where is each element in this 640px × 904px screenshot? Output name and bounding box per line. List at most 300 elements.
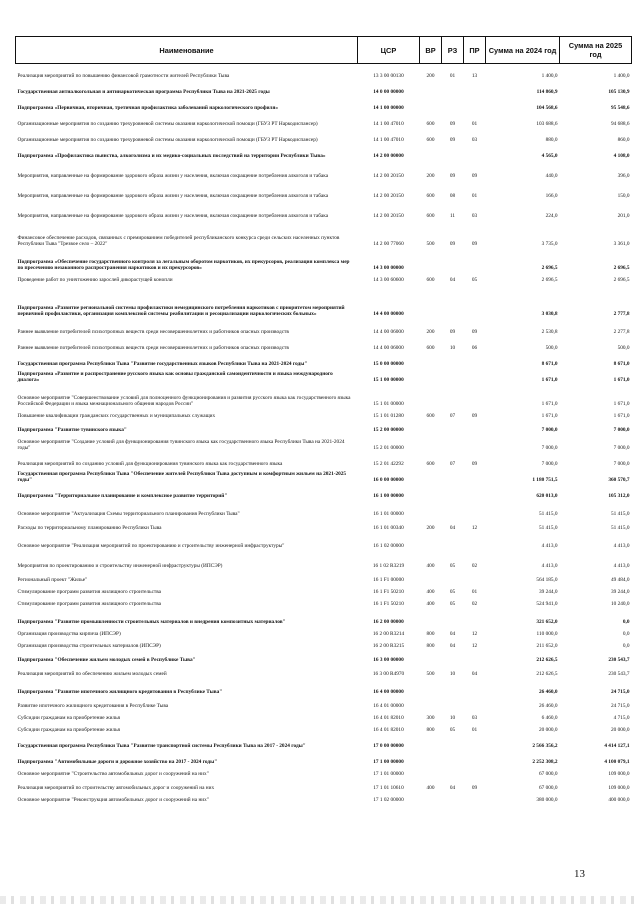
- row-csr: 16 2 00 R3215: [372, 643, 405, 650]
- row-rz: 10: [449, 345, 456, 352]
- row-sum-2025: 2 777,8: [613, 311, 630, 318]
- table-row: [16, 750, 632, 766]
- row-sum-2025: 49 484,0: [610, 577, 630, 584]
- row-name: Подпрограмма "Автомобильные дороги и дорожное хозяйство на 2017 - 2024 годы": [17, 759, 218, 766]
- row-sum-2024: 110 000,0: [536, 631, 558, 638]
- row-csr: 16 0 00 00000: [373, 477, 404, 484]
- row-vr: 600: [426, 193, 435, 200]
- row-vr: 500: [426, 241, 435, 248]
- row-sum-2024: 103 688,6: [536, 121, 558, 128]
- row-vr: 800: [426, 727, 435, 734]
- row-pr: 12: [471, 643, 478, 650]
- row-pr: 01: [471, 589, 478, 596]
- table-row: [16, 650, 632, 664]
- row-pr: 12: [471, 631, 478, 638]
- row-rz: [442, 678, 464, 696]
- row-vr: 600: [426, 137, 435, 144]
- row-csr: 16 1 F1 00000: [373, 577, 404, 584]
- row-pr: [464, 766, 486, 778]
- row-name: Мероприятия, направленные на формирование здорового образа жизни у населения, включая сокращение потребления алкоголя и табака: [17, 173, 329, 180]
- row-vr: 200: [426, 329, 435, 336]
- row-sum-2025: 105 130,9: [608, 89, 630, 96]
- row-rz: 04: [449, 643, 456, 650]
- row-vr: 400: [426, 785, 435, 792]
- row-sum-2025: 7 000,0: [613, 427, 630, 434]
- row-pr: [464, 368, 486, 384]
- row-pr: 03: [471, 137, 478, 144]
- row-name: Основное мероприятие "Совершенствование условий для полноценного функционирования и развития русского языка как государственного языка Российской Федерации и языка межнационального общения народов России": [17, 395, 351, 408]
- row-sum-2025: 2 696,5: [613, 277, 630, 284]
- table-row: [16, 734, 632, 750]
- row-sum-2024: 1 671,0: [541, 413, 558, 420]
- row-rz: [442, 766, 464, 778]
- row-sum-2024: 39 244,0: [538, 589, 558, 596]
- header-sum-2024: Сумма на 2024 год: [486, 37, 560, 64]
- row-sum-2025: 4 108,0: [613, 153, 630, 160]
- row-pr: 02: [471, 601, 478, 608]
- row-sum-2024: 211 652,0: [536, 643, 558, 650]
- row-sum-2025: 1 671,0: [613, 413, 630, 420]
- table-row: [16, 144, 632, 160]
- row-sum-2024: 104 568,6: [536, 105, 558, 112]
- row-name: Мероприятия, направленные на формирование здорового образа жизни у населения, включая сокращение потребления алкоголя и табака: [17, 193, 329, 200]
- table-row: [16, 80, 632, 96]
- table-row: [16, 284, 632, 318]
- row-pr: [464, 468, 486, 484]
- table-row: [16, 678, 632, 696]
- row-name: Подпрограмма «Профилактика пьянства, алкоголизма и их медико-социальных последствий на территории Республики Тыва»: [17, 153, 326, 160]
- row-name: Реализация мероприятий по обеспечению жильем молодых семей: [17, 671, 167, 678]
- row-rz: [442, 434, 464, 452]
- table-row: [16, 584, 632, 596]
- row-sum-2024: 2 696,5: [541, 265, 558, 272]
- row-sum-2024: 500,0: [545, 345, 558, 352]
- row-vr: 500: [426, 671, 435, 678]
- row-sum-2025: 396,0: [617, 173, 630, 180]
- row-sum-2024: 7 000,0: [541, 427, 558, 434]
- row-csr: 13 3 00 00130: [373, 73, 404, 80]
- row-csr: 15 1 01 00000: [373, 401, 404, 408]
- row-csr: 16 2 00 00000: [373, 619, 404, 626]
- row-sum-2024: 20 000,0: [538, 727, 558, 734]
- row-sum-2024: 4 413,0: [541, 543, 558, 550]
- row-sum-2025: 105 312,0: [608, 493, 630, 500]
- row-name: Субсидии гражданам на приобретение жилья: [17, 727, 120, 734]
- table-row: [16, 710, 632, 722]
- table-row: [16, 420, 632, 434]
- table-row: [16, 550, 632, 570]
- row-pr: 13: [471, 73, 478, 80]
- row-pr: [464, 696, 486, 710]
- row-sum-2024: 3 735,0: [541, 241, 558, 248]
- row-sum-2024: 7 000,0: [541, 445, 558, 452]
- row-rz: 04: [449, 277, 456, 284]
- row-name: Региональный проект "Жилье": [17, 577, 88, 584]
- row-sum-2025: 109 000,0: [608, 771, 630, 778]
- row-vr: [420, 792, 442, 804]
- row-pr: 09: [471, 329, 478, 336]
- row-pr: [464, 144, 486, 160]
- row-csr: 16 4 01 82010: [373, 715, 404, 722]
- row-sum-2025: 109 000,0: [608, 785, 630, 792]
- row-pr: 01: [471, 193, 478, 200]
- row-csr: 14 1 00 47010: [373, 121, 404, 128]
- row-sum-2024: 564 185,0: [536, 577, 558, 584]
- row-pr: 01: [471, 121, 478, 128]
- table-row: [16, 532, 632, 550]
- row-name: Реализация мероприятий по строительству автомобильных дорог и сооружений на них: [17, 785, 215, 792]
- row-rz: [442, 384, 464, 408]
- row-pr: [464, 570, 486, 584]
- row-sum-2025: 4 715,0: [613, 715, 630, 722]
- row-name: Реализация мероприятий по повышению финансовой грамотности жителей Республики Тыва: [17, 73, 230, 80]
- row-rz: [442, 144, 464, 160]
- table-row: [16, 766, 632, 778]
- table-row: [16, 248, 632, 272]
- budget-table: [15, 36, 632, 804]
- row-name: Расходы по территориальному планированию Республики Тыва: [17, 525, 162, 532]
- row-vr: [420, 284, 442, 318]
- row-sum-2025: 7 000,0: [613, 445, 630, 452]
- row-pr: 09: [471, 241, 478, 248]
- row-sum-2024: 620 013,0: [536, 493, 558, 500]
- row-vr: [420, 434, 442, 452]
- row-name: Подпрограмма «Обеспечение государственного контроля за легальным оборотом наркотиков, их прекурсоров, реализация комплекса мер по пресечению незаконного распространения наркотиков и их прекурсоров»: [17, 259, 350, 272]
- table-row: [16, 336, 632, 352]
- row-name: Основное мероприятие "Строительство автомобильных дорог и сооружений на них": [17, 771, 209, 778]
- row-pr: [464, 384, 486, 408]
- row-csr: 16 1 02 00000: [373, 543, 404, 550]
- row-vr: [420, 766, 442, 778]
- table-row: [16, 352, 632, 368]
- row-pr: 09: [471, 173, 478, 180]
- row-sum-2024: 51 415,0: [538, 525, 558, 532]
- row-sum-2024: 1 671,0: [541, 401, 558, 408]
- row-name: Государственная антиалкогольная и антинаркотическая программа Республики Тыва на 2021-2025 годы: [17, 89, 270, 96]
- header-name: Наименование: [16, 37, 358, 64]
- row-vr: 400: [426, 589, 435, 596]
- row-vr: [420, 750, 442, 766]
- row-pr: 12: [471, 525, 478, 532]
- row-name: Субсидии гражданам на приобретение жилья: [17, 715, 120, 722]
- row-rz: 07: [449, 461, 456, 468]
- row-csr: 14 1 00 47010: [373, 137, 404, 144]
- row-name: Подпрограмма "Обеспечение жильем молодых семей в Республике Тыва": [17, 657, 196, 664]
- row-rz: 04: [449, 525, 456, 532]
- row-name: Подпрограмма "Развитие ипотечного жилищного кредитования в Республике Тыва": [17, 689, 223, 696]
- row-csr: 15 2 01 00000: [373, 445, 404, 452]
- table-row: [16, 626, 632, 638]
- row-rz: 07: [449, 413, 456, 420]
- row-csr: 16 3 00 00000: [373, 657, 404, 664]
- table-row: [16, 318, 632, 336]
- row-name: Мероприятия по проектированию и строительству инженерной инфраструктуры (ИПСЭР): [17, 563, 223, 570]
- row-csr: 16 1 02 R3219: [372, 563, 405, 570]
- row-csr: 14 4 00 00000: [373, 311, 404, 318]
- row-vr: 200: [426, 525, 435, 532]
- row-sum-2025: 201,0: [617, 213, 630, 220]
- row-name: Раннее выявление потребителей психотропных веществ среди несовершеннолетних и работников опасных производств: [17, 345, 289, 352]
- row-rz: 11: [449, 213, 456, 220]
- row-rz: 10: [449, 715, 456, 722]
- row-sum-2024: 8 671,0: [541, 361, 558, 368]
- row-pr: 09: [471, 461, 478, 468]
- row-name: Организация производства строительных материалов (ИПСЭР): [17, 643, 161, 650]
- row-csr: 15 2 00 00000: [373, 427, 404, 434]
- row-vr: [420, 96, 442, 112]
- row-pr: 09: [471, 785, 478, 792]
- row-vr: [420, 144, 442, 160]
- table-row: [16, 64, 632, 80]
- row-rz: [442, 484, 464, 500]
- row-sum-2025: 360 570,7: [608, 477, 630, 484]
- table-row: [16, 596, 632, 608]
- row-rz: 05: [449, 727, 456, 734]
- row-sum-2025: 7 000,0: [613, 461, 630, 468]
- row-rz: 09: [449, 173, 456, 180]
- row-sum-2024: 1 180 751,5: [532, 477, 558, 484]
- row-name: Стимулирование программ развития жилищного строительства: [17, 601, 162, 608]
- table-row: [16, 434, 632, 452]
- table-row: [16, 500, 632, 518]
- row-name: Основное мероприятие "Реализация мероприятий по проектированию и строительству инженерной инфраструктуры": [17, 543, 285, 550]
- table-row: [16, 778, 632, 792]
- row-sum-2025: 1 400,0: [613, 73, 630, 80]
- row-csr: 17 1 02 00000: [373, 797, 404, 804]
- table-row: [16, 792, 632, 804]
- table-row: [16, 408, 632, 420]
- row-pr: 05: [471, 277, 478, 284]
- table-row: [16, 722, 632, 734]
- row-pr: [464, 420, 486, 434]
- row-rz: 09: [449, 241, 456, 248]
- row-sum-2024: 7 000,0: [541, 461, 558, 468]
- row-name: Подпрограмма «Развитие и распространение русского языка как основы гражданской самоидентичности и языка международного диалога»: [17, 371, 333, 384]
- row-sum-2024: 524 941,0: [536, 601, 558, 608]
- row-sum-2024: 4 565,0: [541, 153, 558, 160]
- row-csr: 16 3 00 R4970: [372, 671, 405, 678]
- table-row: [16, 484, 632, 500]
- row-rz: [442, 284, 464, 318]
- row-vr: 600: [426, 277, 435, 284]
- row-pr: [464, 532, 486, 550]
- row-name: Государственная программа Республики Тыва "Обеспечение жителей Республики Тыва доступным и комфортным жильем на 2021-2025 годы": [17, 471, 347, 484]
- row-sum-2024: 26 460,0: [538, 689, 558, 696]
- row-name: Организация производства кирпича (ИПСЭР): [17, 631, 121, 638]
- table-row: [16, 384, 632, 408]
- row-rz: 01: [449, 73, 456, 80]
- row-pr: [464, 792, 486, 804]
- row-name: Подпрограмма "Развитие промышленности строительных материалов и внедрения композитных материалов": [17, 619, 286, 626]
- row-sum-2024: 114 860,9: [536, 89, 558, 96]
- row-csr: 14 1 00 00000: [373, 105, 404, 112]
- row-sum-2025: 3 361,0: [613, 241, 630, 248]
- row-csr: 15 1 01 01280: [373, 413, 404, 420]
- row-csr: 17 1 01 00000: [373, 771, 404, 778]
- row-name: Мероприятия, направленные на формирование здорового образа жизни у населения, включая сокращение потребления алкоголя и табака: [17, 213, 329, 220]
- row-sum-2025: 1 671,0: [613, 401, 630, 408]
- row-rz: [442, 468, 464, 484]
- row-csr: 16 1 F1 50210: [373, 601, 404, 608]
- row-sum-2024: 2 252 308,2: [532, 759, 558, 766]
- row-sum-2025: 4 414 127,1: [604, 743, 630, 750]
- row-vr: 400: [426, 563, 435, 570]
- row-name: Развитие ипотечного жилищного кредитования в Республике Тыва: [17, 703, 169, 710]
- table-row: [16, 608, 632, 626]
- row-csr: 16 4 01 82010: [373, 727, 404, 734]
- row-vr: 200: [426, 73, 435, 80]
- row-vr: [420, 570, 442, 584]
- row-rz: [442, 696, 464, 710]
- row-sum-2024: 51 415,0: [538, 511, 558, 518]
- row-sum-2025: 4 413,0: [613, 543, 630, 550]
- table-row: [16, 638, 632, 650]
- table-row: [16, 180, 632, 200]
- row-rz: 05: [449, 563, 456, 570]
- row-sum-2025: 0,0: [622, 619, 630, 626]
- row-rz: 09: [449, 329, 456, 336]
- row-vr: [420, 650, 442, 664]
- row-sum-2025: 39 244,0: [610, 589, 630, 596]
- row-vr: [420, 384, 442, 408]
- row-sum-2025: 2 696,5: [613, 265, 630, 272]
- row-sum-2024: 212 626,5: [536, 657, 558, 664]
- row-sum-2024: 321 652,0: [536, 619, 558, 626]
- row-pr: [464, 80, 486, 96]
- row-sum-2025: 230 543,7: [608, 671, 630, 678]
- row-name: Основное мероприятие "Реконструкция автомобильных дорог и сооружений на них": [17, 797, 209, 804]
- table-row: [16, 112, 632, 128]
- row-csr: 16 2 00 R3214: [372, 631, 405, 638]
- table-row: [16, 570, 632, 584]
- table-row: [16, 220, 632, 248]
- row-vr: 800: [426, 643, 435, 650]
- row-sum-2024: 380 000,0: [536, 797, 558, 804]
- row-sum-2024: 3 030,8: [541, 311, 558, 318]
- page-number: 13: [574, 868, 585, 880]
- row-csr: 14 2 00 00000: [373, 153, 404, 160]
- row-csr: 15 1 00 00000: [373, 377, 404, 384]
- header-rz: РЗ: [442, 37, 464, 64]
- row-sum-2024: 26 460,0: [538, 703, 558, 710]
- row-sum-2024: 67 000,0: [538, 771, 558, 778]
- row-sum-2024: 440,0: [545, 173, 558, 180]
- header-vr: ВР: [420, 37, 442, 64]
- row-sum-2025: 20 000,0: [610, 727, 630, 734]
- row-vr: 200: [426, 173, 435, 180]
- row-sum-2024: 166,0: [545, 193, 558, 200]
- row-pr: [464, 650, 486, 664]
- row-csr: 14 2 00 77060: [373, 241, 404, 248]
- row-sum-2025: 8 671,0: [613, 361, 630, 368]
- row-csr: 16 1 00 00000: [373, 493, 404, 500]
- row-sum-2024: 4 413,0: [541, 563, 558, 570]
- row-name: Подпрограмма "Развитие тувинского языка": [17, 427, 127, 434]
- row-pr: [464, 96, 486, 112]
- row-csr: 14 2 00 20150: [373, 213, 404, 220]
- row-vr: [420, 734, 442, 750]
- row-csr: 14 4 00 06000: [373, 345, 404, 352]
- header-pr: ПР: [464, 37, 486, 64]
- row-rz: [442, 650, 464, 664]
- row-vr: [420, 532, 442, 550]
- row-pr: [464, 352, 486, 368]
- row-sum-2024: 67 000,0: [538, 785, 558, 792]
- row-rz: [442, 80, 464, 96]
- row-rz: 08: [449, 193, 456, 200]
- row-vr: [420, 352, 442, 368]
- row-pr: [464, 500, 486, 518]
- row-rz: [442, 500, 464, 518]
- row-vr: 600: [426, 461, 435, 468]
- row-sum-2025: 860,0: [617, 137, 630, 144]
- row-sum-2024: 2 566 356,2: [532, 743, 558, 750]
- row-rz: [442, 608, 464, 626]
- row-rz: [442, 352, 464, 368]
- row-vr: [420, 80, 442, 96]
- row-name: Организационные мероприятия по созданию трехуровневой системы оказания наркологической помощи (ГБУЗ РТ Наркодиспансер): [17, 121, 318, 128]
- table-header-row: [16, 37, 632, 64]
- row-vr: [420, 248, 442, 272]
- table-row: [16, 518, 632, 532]
- row-sum-2025: 2 277,8: [613, 329, 630, 336]
- row-pr: [464, 484, 486, 500]
- table-row: [16, 272, 632, 284]
- row-sum-2025: 400 000,0: [608, 797, 630, 804]
- row-vr: [420, 468, 442, 484]
- row-vr: 600: [426, 345, 435, 352]
- row-name: Проведение работ по уничтожению зарослей дикорастущей конопли: [17, 277, 173, 284]
- row-rz: 09: [449, 137, 456, 144]
- row-name: Государственная программа Республики Тыва "Развитие государственных языков Республики Тыва на 2021-2024 годы": [17, 361, 308, 368]
- row-pr: [464, 750, 486, 766]
- row-csr: 16 1 F1 50210: [373, 589, 404, 596]
- row-pr: [464, 434, 486, 452]
- row-name: Подпрограмма «Развитие региональной системы профилактики немедицинского потребления наркотиков с приоритетом мероприятий первичной профилактики, организация комплексной системы реабилитации и ресоциализации наркологических больных»: [17, 305, 345, 318]
- row-rz: 05: [449, 589, 456, 596]
- row-sum-2024: 2 530,8: [541, 329, 558, 336]
- row-csr: 16 1 01 00340: [373, 525, 404, 532]
- row-csr: 15 0 00 00000: [373, 361, 404, 368]
- row-sum-2025: 230 543,7: [608, 657, 630, 664]
- row-csr: 14 0 00 00000: [373, 89, 404, 96]
- row-pr: [464, 284, 486, 318]
- row-name: Государственная программа Республики Тыва "Развитие транспортной системы Республики Тыва на 2017 - 2024 годы": [17, 743, 306, 750]
- row-sum-2025: 95 548,6: [610, 105, 630, 112]
- row-rz: [442, 532, 464, 550]
- scan-edge-artifact: [0, 896, 640, 904]
- row-sum-2024: 880,0: [545, 137, 558, 144]
- row-pr: [464, 608, 486, 626]
- row-sum-2025: 10 240,0: [610, 601, 630, 608]
- row-rz: [442, 792, 464, 804]
- row-name: Организационные мероприятия по созданию трехуровневой системы оказания наркологической помощи (ГБУЗ РТ Наркодиспансер): [17, 137, 318, 144]
- row-sum-2025: 500,0: [617, 345, 630, 352]
- row-rz: [442, 420, 464, 434]
- row-vr: 800: [426, 631, 435, 638]
- row-sum-2025: 4 100 079,1: [604, 759, 630, 766]
- row-sum-2025: 4 413,0: [613, 563, 630, 570]
- row-rz: [442, 248, 464, 272]
- table-body: [16, 64, 632, 804]
- row-sum-2025: 51 415,0: [610, 511, 630, 518]
- row-vr: [420, 484, 442, 500]
- row-vr: 600: [426, 213, 435, 220]
- row-sum-2025: 0,0: [622, 643, 630, 650]
- row-name: Основное мероприятие "Создание условий для функционирования тувинского языка как государственного языка Республики Тыва на 2021-2024 годы": [17, 439, 345, 452]
- row-vr: 600: [426, 413, 435, 420]
- row-rz: [442, 96, 464, 112]
